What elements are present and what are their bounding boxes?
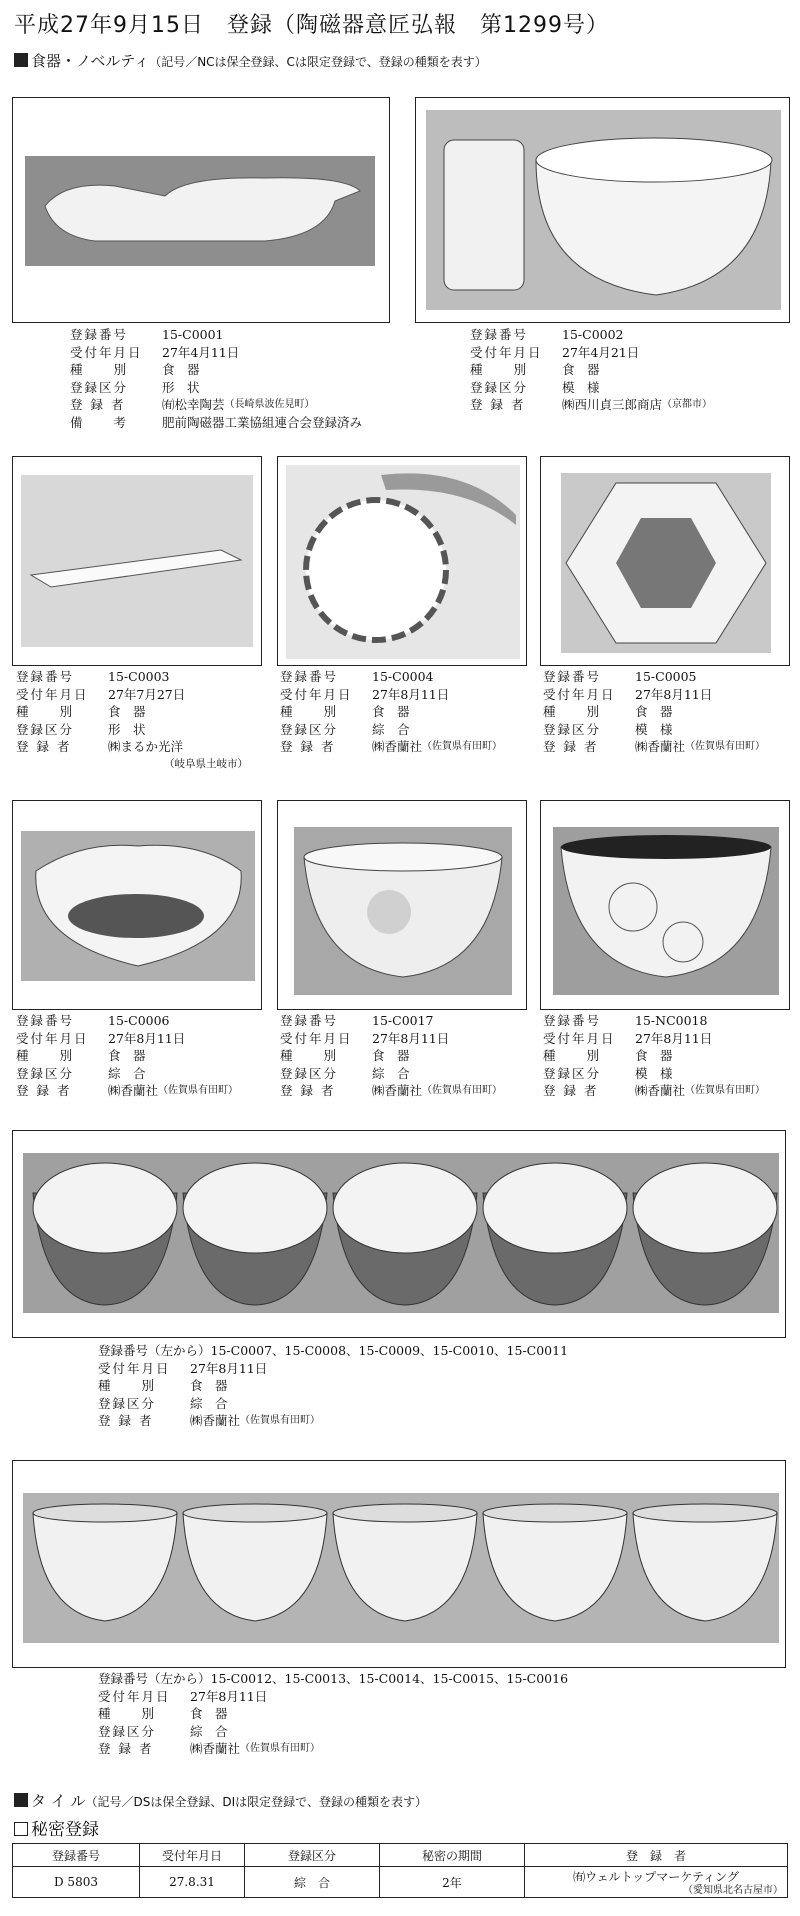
product-photo bbox=[553, 827, 779, 995]
photo-frame bbox=[277, 456, 527, 666]
table-cell bbox=[525, 1867, 788, 1898]
column-header: 秘密の期間 bbox=[380, 1844, 525, 1867]
product-photo bbox=[294, 827, 512, 995]
entry-group-15-C0012-C0016: 登録番号（左から） 15-C0012、15-C0013、15-C0014、15-C0015、15-C0016 受付年月日 27年8月11日 種 別 食 器 登録区分 綜 合 登 録 者 ㈱香蘭社 （佐賀県有田町） bbox=[98, 1671, 569, 1756]
entry-15-C0001: 登録番号 15-C0001 受付年月日 27年4月11日 種 別 食 器 登録区分 形 状 登 録 者 ㈲松幸陶芸 （長崎県波佐見町） 備 考 肥前陶磁器工業協組連合会登録済み bbox=[70, 327, 363, 430]
filled-square-icon bbox=[14, 1793, 28, 1807]
entry-15-C0004: 登録番号 15-C0004 受付年月日 27年8月11日 種 別 食 器 登録区分 綜 合 登 録 者 ㈱香蘭社 （佐賀県有田町） bbox=[280, 669, 503, 754]
product-photo bbox=[23, 1493, 779, 1643]
photo-frame bbox=[12, 97, 390, 323]
section-heading-tableware: 食器・ノベルティ（記号／NCは保全登録、Cは限定登録で、登録の種類を表す） bbox=[14, 50, 487, 71]
column-header: 受付年月日 bbox=[140, 1844, 245, 1867]
entry-15-C0017: 登録番号 15-C0017 受付年月日 27年8月11日 種 別 食 器 登録区分 綜 合 登 録 者 ㈱香蘭社 （佐賀県有田町） bbox=[280, 1013, 503, 1098]
entry-15-C0002: 登録番号 15-C0002 受付年月日 27年4月21日 種 別 食 器 登録区分 模 様 登 録 者 ㈱西川貞三郎商店 （京都市） bbox=[470, 327, 713, 412]
registrant-location: （愛知県北名古屋市） bbox=[683, 1884, 783, 1896]
table-cell: D 5803 bbox=[13, 1867, 140, 1898]
product-photo bbox=[21, 831, 255, 981]
entry-15-NC0018: 登録番号 15-NC0018 受付年月日 27年8月11日 種 別 食 器 登録区分 模 様 登 録 者 ㈱香蘭社 （佐賀県有田町） bbox=[543, 1013, 766, 1098]
photo-frame bbox=[540, 800, 790, 1010]
product-photo bbox=[561, 473, 771, 653]
entry-group-15-C0007-C0011: 登録番号（左から） 15-C0007、15-C0008、15-C0009、15-C0010、15-C0011 受付年月日 27年8月11日 種 別 食 器 登録区分 綜 合 登 録 者 ㈱香蘭社 （佐賀県有田町） bbox=[98, 1343, 569, 1428]
entry-15-C0005: 登録番号 15-C0005 受付年月日 27年8月11日 種 別 食 器 登録区分 模 様 登 録 者 ㈱香蘭社 （佐賀県有田町） bbox=[543, 669, 766, 754]
photo-frame bbox=[12, 456, 262, 666]
filled-square-icon bbox=[14, 53, 28, 67]
product-photo bbox=[286, 465, 520, 659]
column-header: 登録番号 bbox=[13, 1844, 140, 1867]
photo-frame bbox=[277, 800, 527, 1010]
photo-frame bbox=[12, 800, 262, 1010]
column-header: 登 録 者 bbox=[525, 1844, 788, 1867]
product-photo bbox=[21, 475, 253, 647]
registrant-name: ㈲ウェルトップマーケティング bbox=[573, 1869, 739, 1884]
product-photo bbox=[23, 1153, 779, 1313]
table-header-row bbox=[13, 1844, 788, 1867]
page-title: 平成27年9月15日 登録（陶磁器意匠弘報 第1299号） bbox=[14, 13, 609, 38]
entry-15-C0003: 登録番号 15-C0003 受付年月日 27年7月27日 種 別 食 器 登録区分 形 状 登 録 者 ㈱まるか光洋 （岐阜県土岐市） bbox=[16, 669, 248, 770]
photo-frame bbox=[540, 456, 790, 666]
photo-frame bbox=[415, 97, 790, 323]
table-cell: 2年 bbox=[380, 1867, 525, 1898]
section-heading-tile: タ イ ル（記号／DSは保全登録、DIは限定登録で、登録の種類を表す） bbox=[14, 1790, 427, 1811]
table-cell: 27.8.31 bbox=[140, 1867, 245, 1898]
photo-frame bbox=[12, 1460, 786, 1668]
entry-15-C0006: 登録番号 15-C0006 受付年月日 27年8月11日 種 別 食 器 登録区分 綜 合 登 録 者 ㈱香蘭社 （佐賀県有田町） bbox=[16, 1013, 239, 1098]
column-header: 登録区分 bbox=[245, 1844, 380, 1867]
section-heading-secret: 秘密登録 bbox=[14, 1815, 99, 1840]
empty-square-icon bbox=[14, 1822, 28, 1836]
secret-registration-table bbox=[12, 1843, 788, 1898]
table-cell: 綜 合 bbox=[245, 1867, 380, 1898]
table-row bbox=[13, 1867, 788, 1898]
product-photo bbox=[25, 156, 375, 266]
product-photo bbox=[426, 110, 781, 310]
photo-frame bbox=[12, 1130, 786, 1338]
